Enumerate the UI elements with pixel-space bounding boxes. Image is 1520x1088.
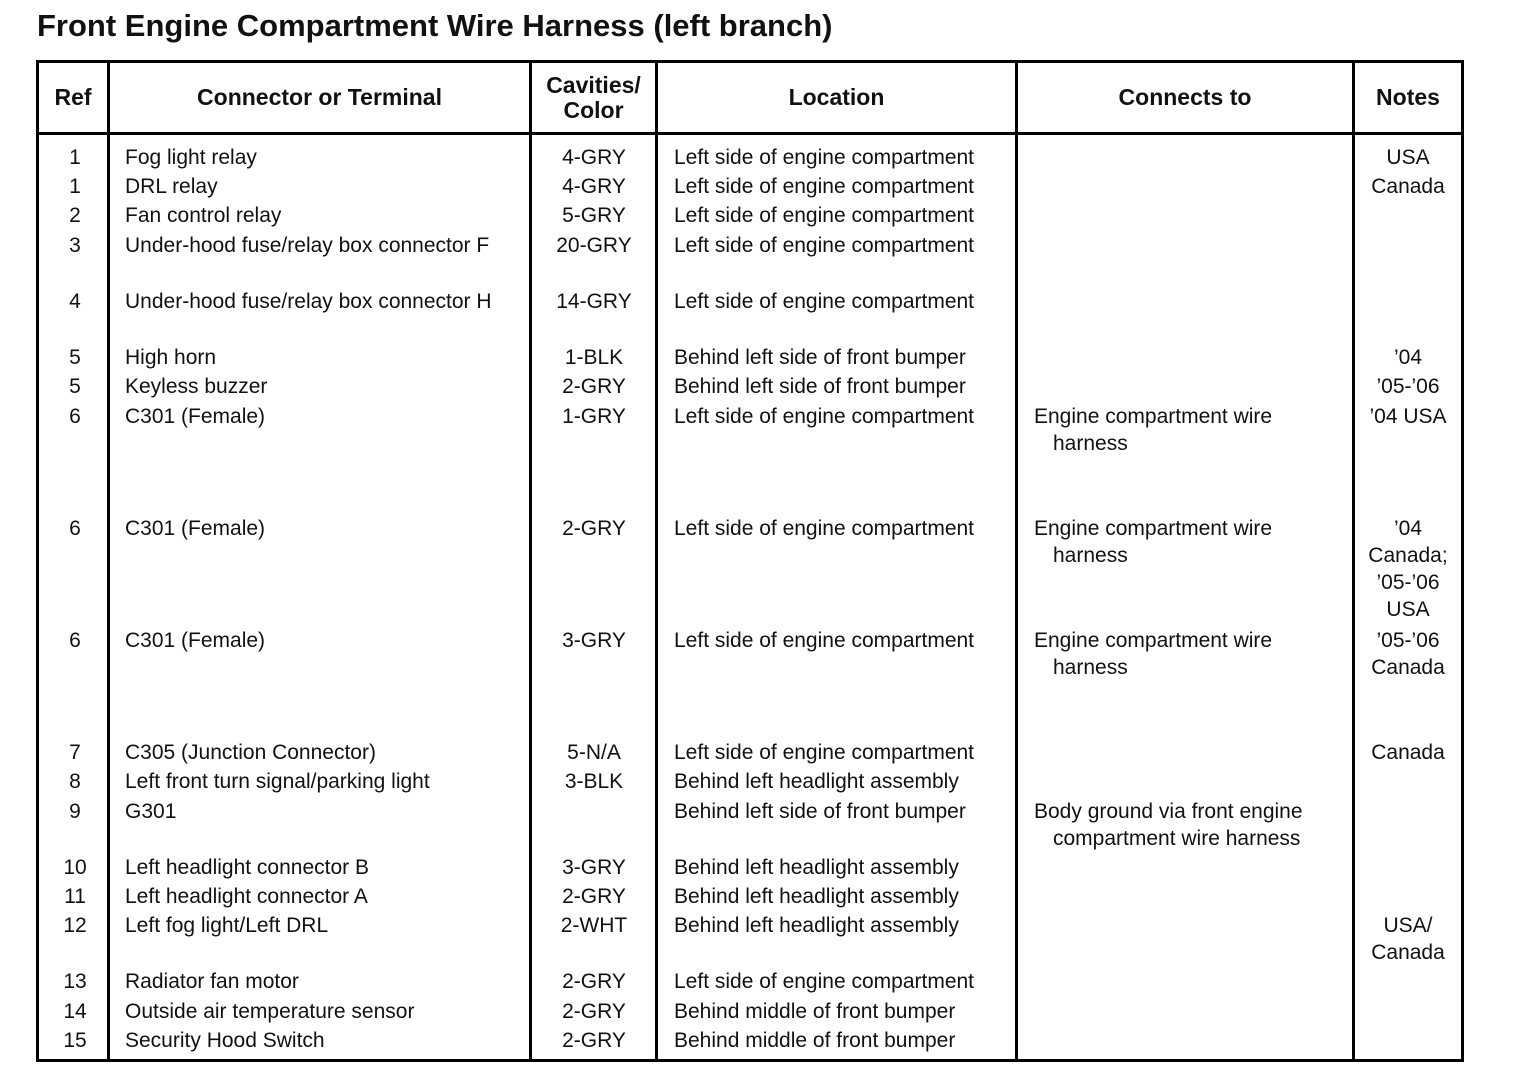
header-location: Location — [788, 84, 885, 110]
cell-connector: Keyless buzzer — [125, 375, 268, 398]
cell-cavities: 20-GRY — [556, 234, 632, 257]
cell-cavities: 3-GRY — [562, 856, 626, 879]
cell-notes: ’05-’06 — [1376, 629, 1440, 652]
header-connects-to: Connects to — [1118, 84, 1252, 110]
cell-location: Behind left headlight assembly — [674, 856, 959, 879]
cell-location: Left side of engine compartment — [674, 290, 975, 313]
cell-notes: ’04 — [1393, 517, 1423, 540]
cell-ref: 6 — [69, 517, 81, 540]
cell-ref: 8 — [69, 770, 81, 793]
cell-notes-line4: USA — [1386, 598, 1430, 621]
cell-location: Left side of engine compartment — [674, 741, 975, 764]
cell-cavities: 2-GRY — [562, 1029, 626, 1052]
header-cavities-line2: Color — [563, 96, 624, 123]
cell-connector: Under-hood fuse/relay box connector F — [125, 234, 490, 257]
cell-cavities: 1-GRY — [562, 405, 626, 428]
cell-connector: DRL relay — [125, 175, 218, 198]
cell-ref: 14 — [63, 1000, 87, 1023]
cell-ref: 12 — [63, 914, 87, 937]
cell-notes-line2: Canada — [1371, 941, 1445, 964]
cell-notes: USA — [1386, 146, 1430, 169]
cell-cavities: 5-GRY — [562, 204, 626, 227]
cell-connects-to: Engine compartment wire — [1034, 405, 1273, 428]
cell-notes-line2: Canada — [1371, 656, 1445, 679]
cell-cavities: 2-GRY — [562, 1000, 626, 1023]
cell-cavities: 4-GRY — [562, 175, 626, 198]
header-connector: Connector or Terminal — [197, 84, 442, 110]
header-cavities-line1: Cavities/ — [546, 71, 641, 98]
cell-location: Left side of engine compartment — [674, 234, 975, 257]
cell-location: Left side of engine compartment — [674, 517, 975, 540]
cell-cavities: 3-BLK — [564, 770, 624, 793]
cell-ref: 9 — [69, 800, 81, 823]
cell-connector: C301 (Female) — [125, 629, 266, 652]
cell-ref: 7 — [69, 741, 81, 764]
table-header-row — [39, 63, 1461, 135]
cell-location: Behind left headlight assembly — [674, 885, 959, 908]
harness-table — [36, 60, 1464, 1062]
cell-location: Left side of engine compartment — [674, 405, 975, 428]
cell-connector: Left fog light/Left DRL — [125, 914, 329, 937]
cell-connector: Left headlight connector A — [125, 885, 368, 908]
cell-location: Behind middle of front bumper — [674, 1000, 956, 1023]
cell-connector: G301 — [125, 800, 177, 823]
page-title: Front Engine Compartment Wire Harness (left branch) — [37, 8, 833, 43]
cell-cavities: 2-WHT — [560, 914, 628, 937]
cell-notes: Canada — [1371, 175, 1445, 198]
cell-notes: ’05-’06 — [1376, 375, 1440, 398]
cell-connector: Security Hood Switch — [125, 1029, 325, 1052]
cell-ref: 13 — [63, 970, 87, 993]
cell-connector: Radiator fan motor — [125, 970, 299, 993]
cell-cavities: 2-GRY — [562, 885, 626, 908]
column-divider — [1015, 63, 1018, 1059]
cell-connects-to: Body ground via front engine — [1034, 800, 1303, 823]
cell-connector: C301 (Female) — [125, 517, 266, 540]
cell-ref: 5 — [69, 346, 81, 369]
cell-connector: Under-hood fuse/relay box connector H — [125, 290, 492, 313]
cell-cavities: 2-GRY — [562, 517, 626, 540]
cell-cavities: 3-GRY — [562, 629, 626, 652]
cell-connects-to-continued: harness — [1053, 544, 1128, 567]
cell-cavities: 14-GRY — [556, 290, 632, 313]
cell-ref: 1 — [69, 175, 81, 198]
cell-connector: Outside air temperature sensor — [125, 1000, 415, 1023]
cell-location: Behind left headlight assembly — [674, 770, 959, 793]
cell-cavities: 1-BLK — [564, 346, 624, 369]
cell-connector: Fan control relay — [125, 204, 282, 227]
cell-cavities: 5-N/A — [567, 741, 621, 764]
cell-location: Left side of engine compartment — [674, 970, 975, 993]
header-ref: Ref — [54, 84, 92, 110]
cell-connects-to: Engine compartment wire — [1034, 629, 1273, 652]
cell-notes-line2: Canada; — [1368, 544, 1448, 567]
cell-notes: Canada — [1371, 741, 1445, 764]
cell-location: Behind left side of front bumper — [674, 346, 966, 369]
cell-ref: 3 — [69, 234, 81, 257]
header-notes: Notes — [1376, 84, 1440, 110]
cell-ref: 11 — [64, 885, 86, 908]
cell-location: Behind middle of front bumper — [674, 1029, 956, 1052]
cell-connector: Left headlight connector B — [125, 856, 370, 879]
cell-notes: USA/ — [1383, 914, 1433, 937]
cell-notes: ’04 — [1393, 346, 1423, 369]
cell-connects-to: Engine compartment wire — [1034, 517, 1273, 540]
cell-connector: C301 (Female) — [125, 405, 266, 428]
cell-ref: 6 — [69, 629, 81, 652]
cell-ref: 15 — [63, 1029, 87, 1052]
cell-connects-to-continued: harness — [1053, 432, 1128, 455]
cell-ref: 10 — [63, 856, 87, 879]
cell-connector: High horn — [125, 346, 217, 369]
cell-location: Behind left side of front bumper — [674, 375, 966, 398]
cell-ref: 5 — [69, 375, 81, 398]
cell-location: Left side of engine compartment — [674, 629, 975, 652]
cell-cavities: 4-GRY — [562, 146, 626, 169]
cell-location: Left side of engine compartment — [674, 204, 975, 227]
cell-connects-to-continued: harness — [1053, 656, 1128, 679]
cell-ref: 1 — [69, 146, 81, 169]
cell-connects-to-continued: compartment wire harness — [1053, 827, 1301, 850]
cell-location: Behind left headlight assembly — [674, 914, 959, 937]
cell-location: Left side of engine compartment — [674, 146, 975, 169]
cell-ref: 4 — [69, 290, 81, 313]
cell-connector: Fog light relay — [125, 146, 257, 169]
cell-location: Behind left side of front bumper — [674, 800, 966, 823]
header-cavities — [532, 63, 655, 132]
cell-cavities: 2-GRY — [562, 375, 626, 398]
cell-ref: 6 — [69, 405, 81, 428]
cell-connector: C305 (Junction Connector) — [125, 741, 376, 764]
cell-cavities: 2-GRY — [562, 970, 626, 993]
cell-location: Left side of engine compartment — [674, 175, 975, 198]
cell-connector: Left front turn signal/parking light — [125, 770, 430, 793]
cell-notes: ’04 USA — [1369, 405, 1447, 428]
cell-notes-line3: ’05-’06 — [1376, 571, 1440, 594]
cell-ref: 2 — [69, 204, 81, 227]
